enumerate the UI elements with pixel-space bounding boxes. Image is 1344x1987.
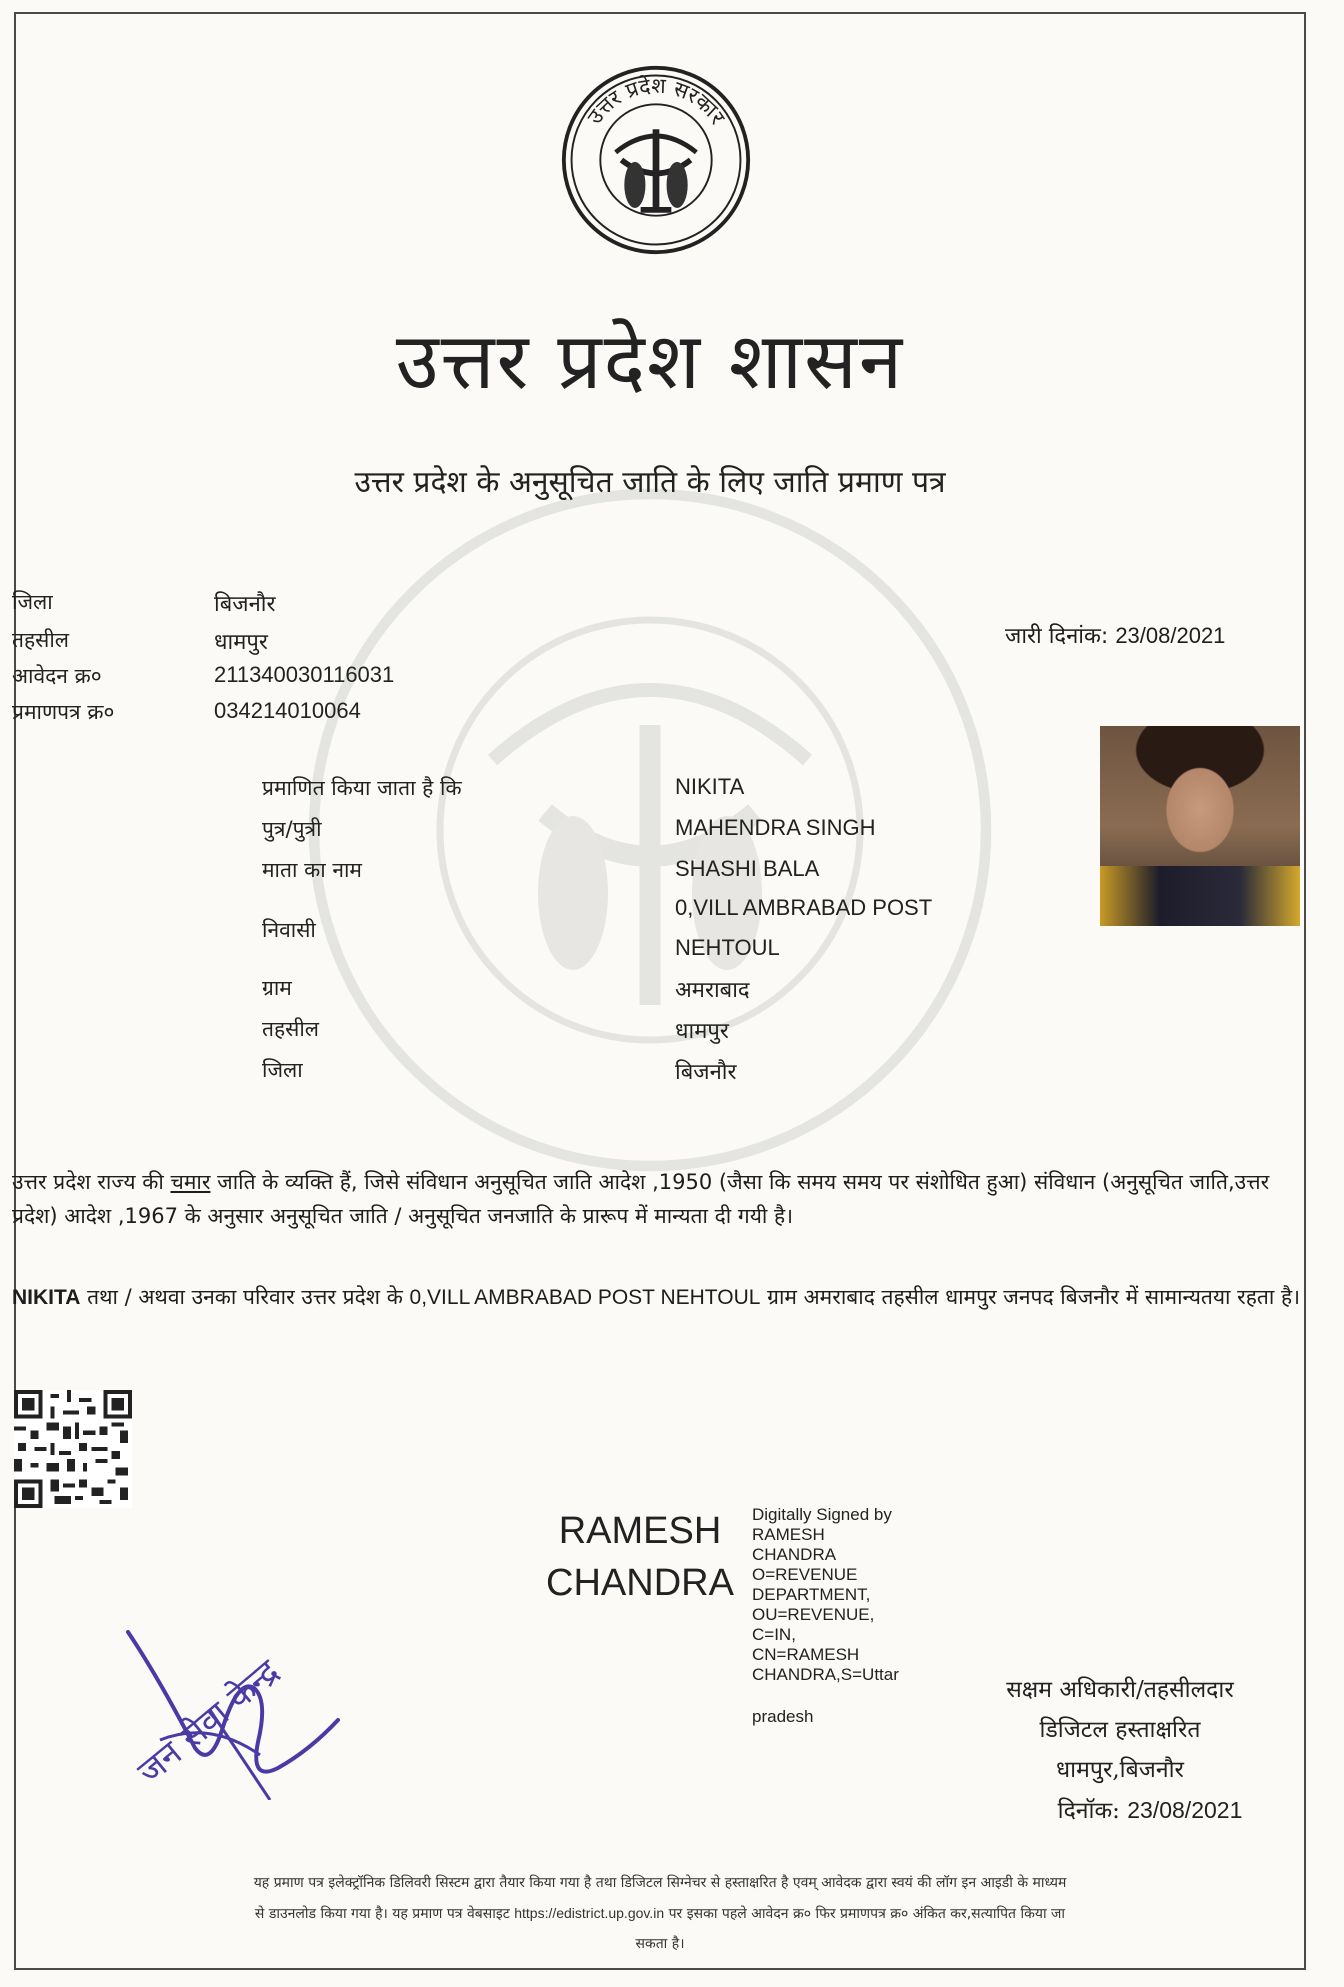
- footer-line-2-start: से डाउनलोड किया गया है। यह प्रमाण पत्र वेबसाइट: [254, 1906, 510, 1922]
- sig-detail-line: RAMESH: [752, 1525, 825, 1544]
- resident-line-2: NEHTOUL: [675, 935, 780, 960]
- residence-paragraph-rest: ग्राम अमराबाद तहसील धामपुर जनपद बिजनौर में सामान्यतया रहता है।: [767, 1285, 1301, 1309]
- district-value: बिजनौर: [214, 592, 276, 617]
- footer-note: [20, 1868, 1300, 1959]
- jan-seva-kendra-stamp: [120, 1570, 440, 1800]
- footer-line-2-rest: पर इसका पहले आवेदन क्र० फिर प्रमाणपत्र क्र० अंकित कर,सत्यापित किया जा: [668, 1906, 1066, 1922]
- issue-date-value: 23/08/2021: [1115, 623, 1226, 648]
- sig-detail-line: CHANDRA,S=Uttar: [752, 1665, 899, 1684]
- emblem-arc-text: उत्तर प्रदेश सरकार: [581, 72, 731, 129]
- signatory-name-line-2: CHANDRA: [546, 1562, 734, 1604]
- signatory-name: [535, 1505, 745, 1609]
- detail-tehsil-label: तहसील: [262, 1017, 319, 1041]
- authority-block: [940, 1670, 1300, 1831]
- svg-text:उत्तर प्रदेश सरकार: [582, 73, 731, 129]
- sig-detail-line: CHANDRA: [752, 1545, 837, 1564]
- page-title: उत्तर प्रदेश शासन: [395, 317, 905, 407]
- village-value: अमराबाद: [675, 978, 750, 1003]
- footer-line-2: [20, 1898, 1300, 1929]
- applicant-photo: [1100, 726, 1300, 926]
- issue-date-label: जारी दिनांक:: [1005, 624, 1109, 649]
- sig-detail-line: C=IN,: [752, 1625, 796, 1644]
- authority-designation: सक्षम अधिकारी/तहसीलदार: [1006, 1677, 1234, 1703]
- district-label: जिला: [12, 590, 53, 614]
- qr-code: [14, 1390, 132, 1508]
- residence-paragraph: [12, 1280, 1302, 1315]
- issue-date: [1005, 620, 1225, 650]
- mother-name: SHASHI BALA: [675, 856, 820, 881]
- residence-name: NIKITA: [12, 1286, 81, 1309]
- certify-label: प्रमाणित किया जाता है कि: [262, 776, 462, 800]
- application-no-label: आवेदन क्र०: [12, 664, 102, 688]
- up-government-emblem: [560, 64, 752, 256]
- sig-detail-line: OU=REVENUE,: [752, 1605, 875, 1624]
- certificate-subtitle: उत्तर प्रदेश के अनुसूचित जाति के लिए जाति प्रमाण पत्र: [354, 465, 946, 500]
- detail-district-label: जिला: [262, 1058, 303, 1082]
- authority-location: धामपुर,बिजनौर: [1056, 1757, 1184, 1783]
- sig-detail-line: Digitally Signed by: [752, 1505, 892, 1524]
- caste-paragraph: [12, 1165, 1302, 1233]
- applicant-name: NIKITA: [675, 774, 745, 799]
- authority-date-value: 23/08/2021: [1127, 1797, 1243, 1823]
- resident-line-1: 0,VILL AMBRABAD POST: [675, 895, 933, 920]
- signatory-name-line-1: RAMESH: [558, 1510, 722, 1552]
- detail-district-value: बिजनौर: [675, 1060, 737, 1085]
- sig-detail-line: O=REVENUE: [752, 1565, 858, 1584]
- resident-label: निवासी: [262, 918, 316, 942]
- sig-detail-line: CN=RAMESH: [752, 1645, 860, 1664]
- certificate-no-label: प्रमाणपत्र क्र०: [12, 700, 115, 724]
- caste-name: चमार: [170, 1170, 211, 1194]
- photo-scarf: [1100, 866, 1300, 926]
- footer-line-1: यह प्रमाण पत्र इलेक्ट्रॉनिक डिलिवरी सिस्टम द्वारा तैयार किया गया है तथा डिजिटल सिग्नेचर से हस्ताक्षरित है एवम् आवेदक द्वारा स्वयं की लॉग इन आइडी के माध्यम: [253, 1875, 1067, 1891]
- caste-paragraph-start: उत्तर प्रदेश राज्य की: [12, 1170, 164, 1194]
- sig-detail-state: pradesh: [752, 1707, 814, 1726]
- digital-signature-details: [752, 1505, 942, 1727]
- watermark-emblem: [300, 480, 1000, 1180]
- residence-address: 0,VILL AMBRABAD POST NEHTOUL: [409, 1286, 761, 1309]
- village-label: ग्राम: [262, 976, 292, 1000]
- father-name: MAHENDRA SINGH: [675, 815, 876, 840]
- application-no-value: 211340030116031: [214, 662, 395, 687]
- certificate-no-value: 034214010064: [214, 698, 361, 723]
- caste-paragraph-rest: जाति के व्यक्ति हैं, जिसे संविधान अनुसूचित जाति आदेश ,1950 (जैसा कि समय समय पर संशोधित हुआ) संविधान (अनुसूचित जाति,उत्तर प्रदेश) आदेश ,1967 के अनुसार अनुसूचित जाति / अनुसूचित जनजाति के प्रारूप में मान्यता दी गयी है।: [12, 1170, 1270, 1228]
- authority-digital: डिजिटल हस्ताक्षरित: [1039, 1717, 1201, 1743]
- detail-tehsil-value: धामपुर: [675, 1019, 729, 1044]
- sig-detail-line: DEPARTMENT,: [752, 1585, 871, 1604]
- tehsil-value: धामपुर: [214, 630, 268, 655]
- residence-paragraph-start: तथा / अथवा उनका परिवार उत्तर प्रदेश के: [87, 1285, 403, 1309]
- tehsil-label: तहसील: [12, 628, 69, 652]
- authority-date: [940, 1790, 1300, 1831]
- stamp-text: जन सेवा केन्द्र: [130, 1651, 288, 1793]
- verification-url[interactable]: https://edistrict.up.gov.in: [514, 1905, 665, 1921]
- authority-date-label: दिनॉक:: [1057, 1798, 1120, 1824]
- footer-line-3: सकता है।: [635, 1936, 685, 1952]
- child-of-label: पुत्र/पुत्री: [262, 817, 322, 841]
- mother-label: माता का नाम: [262, 858, 362, 882]
